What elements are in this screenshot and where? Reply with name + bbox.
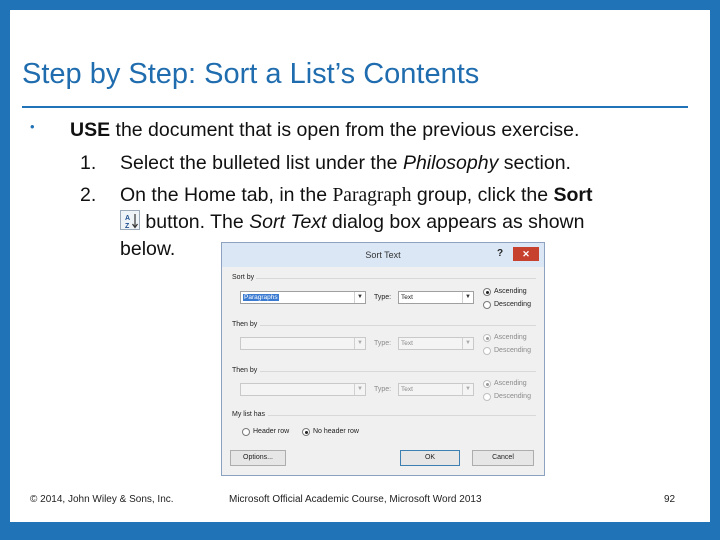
then-by-combo[interactable] — [240, 337, 366, 350]
chevron-down-icon: ▼ — [354, 338, 365, 349]
step1-number: 1. — [80, 152, 97, 174]
svg-text:Z: Z — [125, 222, 130, 230]
sort-az-icon — [120, 210, 140, 230]
chevron-down-icon[interactable]: ▼ — [354, 292, 365, 303]
sort-by-group-line — [256, 278, 536, 279]
ok-button[interactable]: OK — [400, 450, 460, 466]
sort-by-label: Sort by — [232, 274, 255, 281]
sort-by-combo[interactable] — [240, 291, 366, 304]
header-row-radio[interactable] — [242, 428, 250, 436]
type-combo[interactable] — [398, 291, 474, 304]
step2-text-line2: button. The — [145, 211, 250, 233]
then-by-group-line — [260, 325, 536, 326]
step2-text: On the Home tab, in the — [120, 184, 333, 206]
sort-text-dialog — [221, 242, 545, 476]
step2-text-line2-end: dialog box appears as shown — [326, 211, 585, 233]
descending-label-2: Descending — [494, 347, 531, 354]
chevron-down-icon: ▼ — [462, 338, 473, 349]
paragraph-text: Paragraph — [332, 185, 412, 206]
descending-radio-2[interactable] — [483, 347, 491, 355]
sort-keyword: Sort — [553, 184, 593, 206]
step1-text-end: section. — [498, 152, 571, 174]
descending-label: Descending — [494, 301, 531, 308]
bullet-icon: • — [30, 119, 35, 134]
title-divider — [22, 106, 688, 108]
type-label: Type: — [374, 294, 392, 301]
step2-text-mid: group, click the — [411, 184, 554, 206]
slide-title: Step by Step: Sort a List’s Contents — [22, 58, 480, 90]
footer-copyright: © 2014, John Wiley & Sons, Inc. — [30, 494, 174, 505]
step1-line — [120, 150, 571, 176]
close-button[interactable]: ✕ — [513, 247, 539, 261]
sort-by-value: Paragraphs — [244, 294, 278, 301]
svg-text:A: A — [125, 214, 131, 222]
ascending-radio-3[interactable] — [483, 380, 491, 388]
chevron-down-icon[interactable]: ▼ — [462, 292, 473, 303]
my-list-group-line — [268, 415, 536, 416]
no-header-row-radio[interactable] — [302, 428, 310, 436]
dialog-title: Sort Text — [365, 250, 401, 260]
chevron-down-icon: ▼ — [354, 384, 365, 395]
type-label-2: Type: — [374, 340, 392, 347]
then-by2-group-line — [260, 371, 536, 372]
help-icon[interactable]: ? — [497, 248, 504, 259]
step2-line2 — [120, 209, 584, 235]
descending-radio[interactable] — [483, 301, 491, 309]
type2-value: Text — [401, 340, 413, 347]
bullet-line — [70, 117, 579, 143]
then-by-combo-2[interactable] — [240, 383, 366, 396]
page-number: 92 — [664, 494, 676, 505]
descending-label-3: Descending — [494, 393, 531, 400]
step2-line3: below. — [120, 238, 176, 260]
descending-radio-3[interactable] — [483, 393, 491, 401]
ascending-label: Ascending — [494, 288, 527, 295]
cancel-button[interactable]: Cancel — [472, 450, 534, 466]
bullet-text: the document that is open from the previous exercise. — [110, 119, 580, 141]
chevron-down-icon: ▼ — [462, 384, 473, 395]
ascending-radio-2[interactable] — [483, 334, 491, 342]
then-by-label: Then by — [232, 321, 258, 328]
type-combo-3[interactable] — [398, 383, 474, 396]
no-header-row-label: No header row — [313, 428, 359, 435]
type-label-3: Type: — [374, 386, 392, 393]
philosophy-text: Philosophy — [402, 152, 499, 174]
type-combo-2[interactable] — [398, 337, 474, 350]
use-keyword: USE — [70, 119, 111, 141]
options-button[interactable]: Options... — [230, 450, 286, 466]
step1-text: Select the bulleted list under the — [120, 152, 403, 174]
step2-line1 — [120, 182, 593, 209]
header-row-label: Header row — [253, 428, 290, 435]
my-list-has-label: My list has — [232, 411, 266, 418]
footer-course: Microsoft Official Academic Course, Microsoft Word 2013 — [229, 494, 482, 505]
sort-text-name: Sort Text — [249, 211, 327, 233]
type3-value: Text — [401, 386, 413, 393]
type-value: Text — [401, 294, 413, 301]
ascending-label-3: Ascending — [494, 380, 527, 387]
step2-number: 2. — [80, 184, 97, 206]
ascending-label-2: Ascending — [494, 334, 527, 341]
ascending-radio[interactable] — [483, 288, 491, 296]
then-by-label-2: Then by — [232, 367, 258, 374]
